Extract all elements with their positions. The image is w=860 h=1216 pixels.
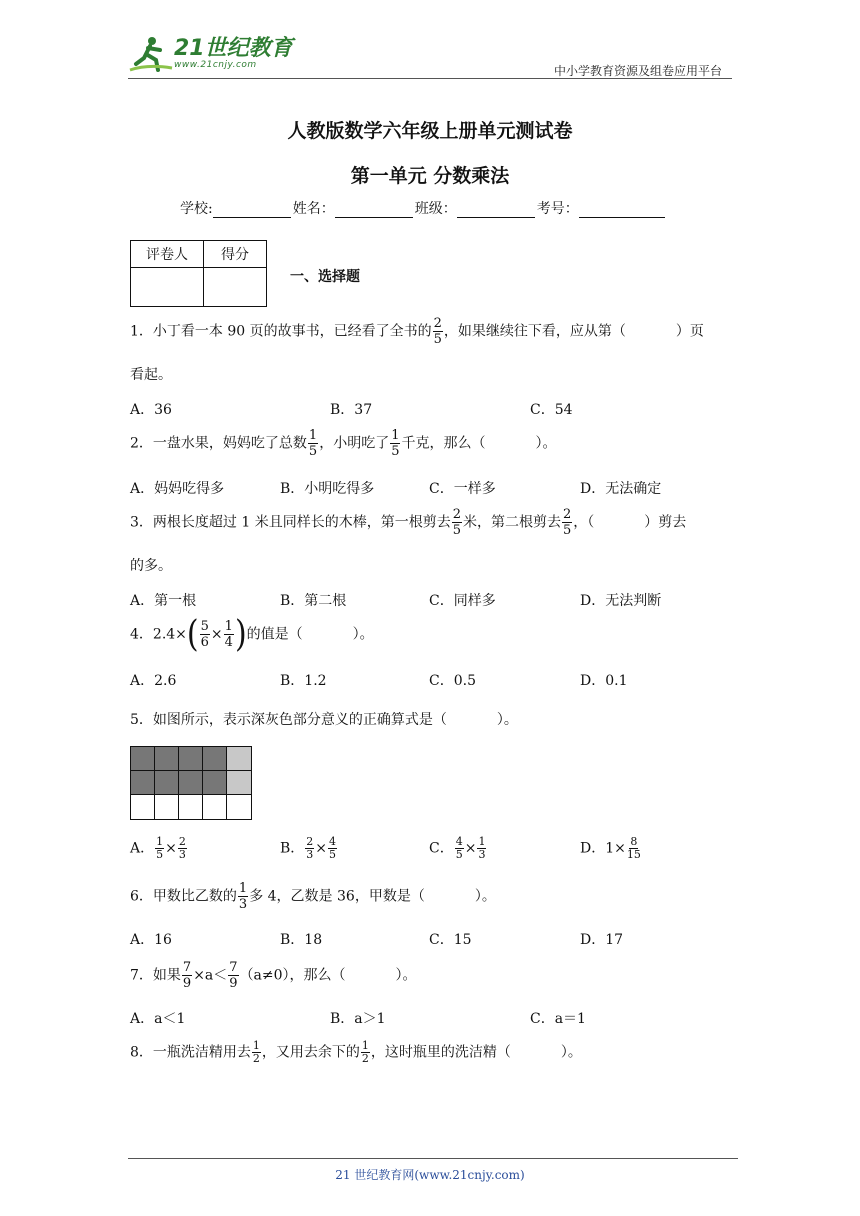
fraction-grid-figure bbox=[130, 746, 252, 820]
q1-text: 1．小丁看一本 90 页的故事书，已经看了全书的 bbox=[130, 323, 432, 340]
q6-option-b[interactable]: B．18 bbox=[280, 932, 323, 948]
logo-url: www.21cnjy.com bbox=[174, 60, 257, 70]
question-5: 5．如图所示，表示深灰色部分意义的正确算式是（ ）。 bbox=[130, 712, 518, 728]
question-3: 3．两根长度超过 1 米且同样长的木棒，第一根剪去 $\frac{2}{5}$ 米，第二根剪去 $\frac{2}{5}$ ，（ ）剪去 bbox=[130, 507, 687, 538]
q4-option-b[interactable]: B．1.2 bbox=[280, 673, 327, 689]
q5-option-c[interactable]: C． $\frac{4}{5}$ × $\frac{1}{3}$ bbox=[429, 835, 486, 861]
q4-option-c[interactable]: C．0.5 bbox=[429, 673, 476, 689]
q3-option-c[interactable]: C．同样多 bbox=[429, 593, 496, 609]
question-7: 7．如果 $\frac{7}{9}$ ×a＜ $\frac{7}{9}$ （a≠0），那么（ ）。 bbox=[130, 960, 417, 991]
page-subtitle: 第一单元 分数乘法 bbox=[350, 165, 510, 187]
q4-expression: 2.4× bbox=[152, 626, 187, 643]
question-2: 2．一盘水果，妈妈吃了总数 $\frac{1}{5}$ ，小明吃了 $\frac{1}{5}$ 千克，那么（ ）。 bbox=[130, 428, 557, 459]
q6-option-d[interactable]: D．17 bbox=[580, 932, 624, 948]
score-cell-score[interactable] bbox=[204, 268, 267, 307]
q2-option-c[interactable]: C．一样多 bbox=[429, 481, 496, 497]
q5-option-d[interactable]: D．1× $\frac{8}{15}$ bbox=[580, 835, 641, 861]
q1-option-b[interactable]: B．37 bbox=[330, 402, 373, 418]
footer-link[interactable]: 21 世纪教育网(www.21cnjy.com) bbox=[335, 1168, 525, 1182]
score-header-score: 得分 bbox=[204, 241, 267, 268]
q7-fraction-1: $\frac{7}{9}$ bbox=[182, 960, 192, 991]
q2-option-d[interactable]: D．无法确定 bbox=[580, 481, 662, 497]
q6-option-c[interactable]: C．15 bbox=[429, 932, 472, 948]
section-heading: 一、选择题 bbox=[290, 269, 360, 285]
field-name-label: 姓名： bbox=[292, 201, 335, 217]
header-divider bbox=[128, 78, 732, 79]
score-table bbox=[130, 240, 267, 307]
q2-option-a[interactable]: A．妈妈吃得多 bbox=[130, 481, 225, 497]
q4-option-d[interactable]: D．0.1 bbox=[580, 673, 628, 689]
logo bbox=[128, 34, 293, 74]
q3-option-b[interactable]: B．第二根 bbox=[280, 593, 347, 609]
q1-option-a[interactable]: A．36 bbox=[130, 402, 172, 418]
field-class-label: 班级： bbox=[414, 201, 457, 217]
q7-option-a[interactable]: A．a＜1 bbox=[130, 1011, 186, 1027]
field-name-blank[interactable] bbox=[335, 203, 413, 218]
q2-option-b[interactable]: B．小明吃得多 bbox=[280, 481, 375, 497]
q2-fraction-1: $\frac{1}{5}$ bbox=[308, 428, 318, 459]
question-8: 8．一瓶洗洁精用去 $\frac{1}{2}$ ，又用去余下的 $\frac{1}{2}$ ，这时瓶里的洗洁精（ ）。 bbox=[130, 1039, 582, 1065]
q3-fraction-1: $\frac{2}{5}$ bbox=[452, 507, 461, 538]
q6-option-a[interactable]: A．16 bbox=[130, 932, 172, 948]
platform-name: 中小学教育资源及组卷应用平台 bbox=[553, 64, 722, 78]
q7-fraction-2: $\frac{7}{9}$ bbox=[229, 960, 238, 991]
question-4: 4．2.4×( $\frac{5}{6}$ × $\frac{1}{4}$ )的值是（ ）。 bbox=[130, 612, 374, 655]
page-title: 人教版数学六年级上册单元测试卷 bbox=[287, 120, 573, 142]
field-school-blank[interactable] bbox=[213, 203, 291, 218]
footer-divider bbox=[128, 1158, 738, 1159]
q1-text-post: ，如果继续往下看，应从第（ bbox=[443, 323, 626, 340]
logo-text: 21世纪教育 bbox=[174, 36, 293, 61]
q3-line2: 的多。 bbox=[130, 558, 172, 574]
q3-fraction-2: $\frac{2}{5}$ bbox=[563, 507, 572, 538]
q2-fraction-2: $\frac{1}{5}$ bbox=[391, 428, 400, 459]
q4-option-a[interactable]: A．2.6 bbox=[130, 673, 177, 689]
field-id-label: 考号： bbox=[536, 201, 579, 217]
q7-option-b[interactable]: B．a＞1 bbox=[330, 1011, 386, 1027]
question-1: 1．小丁看一本 90 页的故事书，已经看了全书的 $\frac{2}{5}$ ，如果继续往下看，应从第（ ）页 bbox=[130, 316, 704, 347]
q8-fraction-1: $\frac{1}{2}$ bbox=[252, 1039, 260, 1065]
q4-fraction-2: $\frac{1}{4}$ bbox=[224, 619, 233, 650]
q7-option-c[interactable]: C．a＝1 bbox=[530, 1011, 586, 1027]
field-id-blank[interactable] bbox=[579, 203, 665, 218]
field-school-label: 学校: bbox=[180, 201, 213, 217]
student-fields bbox=[180, 198, 667, 218]
q4-fraction-1: $\frac{5}{6}$ bbox=[200, 619, 209, 650]
q3-option-a[interactable]: A．第一根 bbox=[130, 593, 197, 609]
q1-option-c[interactable]: C．54 bbox=[530, 402, 573, 418]
field-class-blank[interactable] bbox=[457, 203, 535, 218]
q6-fraction: $\frac{1}{3}$ bbox=[238, 881, 248, 912]
question-6: 6．甲数比乙数的 $\frac{1}{3}$ 多 4，乙数是 36，甲数是（ ）。 bbox=[130, 881, 496, 912]
q1-line2: 看起。 bbox=[130, 367, 172, 383]
score-header-grader: 评卷人 bbox=[131, 241, 204, 268]
q5-option-b[interactable]: B． $\frac{2}{3}$ × $\frac{4}{5}$ bbox=[280, 835, 337, 861]
q5-option-a[interactable]: A． $\frac{1}{5}$ × $\frac{2}{3}$ bbox=[130, 835, 186, 861]
score-cell-grader[interactable] bbox=[131, 268, 204, 307]
runner-logo-icon bbox=[128, 34, 174, 74]
q3-option-d[interactable]: D．无法判断 bbox=[580, 593, 662, 609]
q8-fraction-2: $\frac{1}{2}$ bbox=[361, 1039, 369, 1065]
q1-fraction: $\frac{2}{5}$ bbox=[433, 316, 442, 347]
